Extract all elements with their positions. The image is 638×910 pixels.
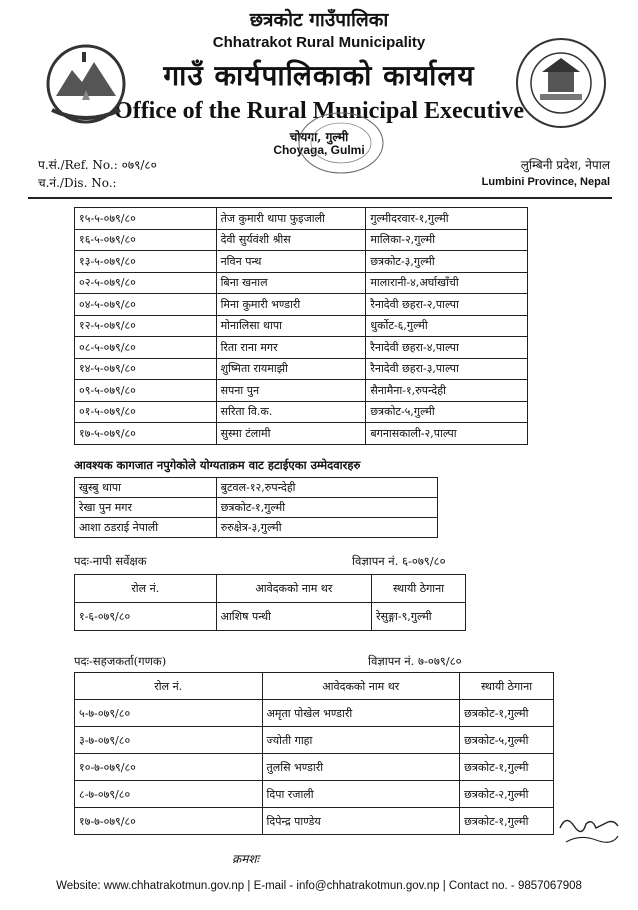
- table-row: [75, 727, 554, 754]
- table-cell: मालारानी-४,अर्घाखाँची: [366, 272, 528, 294]
- table-cell: १२-५-०७९/८०: [75, 315, 217, 337]
- office-title-en: Office of the Rural Municipal Executive: [114, 98, 524, 124]
- table-cell: बुटवल-१२,रुपन्देही: [216, 478, 437, 498]
- adv-surveyor: विज्ञापन नं. ६-०७९/८०: [352, 554, 446, 568]
- table-cell: ०२-५-०७९/८०: [75, 272, 217, 294]
- removed-table: [74, 477, 438, 538]
- table-cell: छत्रकोट-१,गुल्मी: [460, 700, 554, 727]
- table-row: [75, 337, 528, 359]
- table-cell: बगनासकाली-२,पाल्पा: [366, 423, 528, 445]
- handwritten-continued: क्रमशः: [232, 852, 259, 866]
- header-divider: [28, 197, 612, 199]
- col-roll: रोल नं.: [75, 575, 217, 603]
- table-cell: तेज कुमारी थापा फुइजाली: [216, 208, 366, 230]
- signature: [556, 808, 622, 852]
- table-cell: छत्रकोट-१,गुल्मी: [460, 808, 554, 835]
- province-np: लुम्बिनी प्रदेश, नेपाल: [520, 158, 610, 172]
- table-cell: मिना कुमारी भण्डारी: [216, 294, 366, 316]
- table-cell: दिपा रजाली: [262, 781, 460, 808]
- office-title-np: गाउँ कार्यपालिकाको कार्यालय: [163, 59, 475, 92]
- municipality-name-np: छत्रकोट गाउँपालिका: [249, 9, 389, 31]
- table-cell: गुल्मीदरवार-१,गुल्मी: [366, 208, 528, 230]
- table-cell: ८-७-०७९/८०: [75, 781, 263, 808]
- table-cell: ०८-५-०७९/८०: [75, 337, 217, 359]
- col-roll: रोल नं.: [75, 673, 263, 700]
- table-row: [75, 229, 528, 251]
- table-cell: ०१-५-०७९/८०: [75, 401, 217, 423]
- col-name: आवेदकको नाम थर: [262, 673, 460, 700]
- table-cell: नविन पन्थ: [216, 251, 366, 273]
- ref-value: ०७९/८०: [121, 158, 157, 172]
- table-row: [75, 518, 438, 538]
- ref-no: [38, 156, 157, 173]
- col-address: स्थायी ठेगाना: [460, 673, 554, 700]
- table-cell: १४-५-०७९/८०: [75, 358, 217, 380]
- table-cell: १७-५-०७९/८०: [75, 423, 217, 445]
- post-facilitator: पदः-सहजकर्ता(गणक): [74, 654, 167, 668]
- table-cell: तुलसि भण्डारी: [262, 754, 460, 781]
- table-row: [75, 208, 528, 230]
- table-row: [75, 315, 528, 337]
- table-row: [75, 781, 554, 808]
- table-row: [75, 272, 528, 294]
- table-cell: ०९-५-०७९/८०: [75, 380, 217, 402]
- table-cell: सपना पुन: [216, 380, 366, 402]
- table-row: [75, 423, 528, 445]
- table-cell: खुस्बु थापा: [75, 478, 217, 498]
- table-cell: आशा ठडराई नेपाली: [75, 518, 217, 538]
- table-cell: छत्रकोट-२,गुल्मी: [460, 781, 554, 808]
- table-row: [75, 700, 554, 727]
- province-en: Lumbini Province, Nepal: [481, 176, 610, 188]
- place-en: Choyaga, Gulmi: [273, 143, 365, 157]
- table-cell: ३-७-०७९/८०: [75, 727, 263, 754]
- table-cell: रिता राना मगर: [216, 337, 366, 359]
- table-row: [75, 358, 528, 380]
- table-cell: मालिका-२,गुल्मी: [366, 229, 528, 251]
- table-cell: ५-७-०७९/८०: [75, 700, 263, 727]
- ref-label: प.सं./Ref. No.:: [38, 158, 118, 172]
- table-cell: सुस्मा टंलामी: [216, 423, 366, 445]
- table-row: [75, 401, 528, 423]
- table-cell: १७-७-०७९/८०: [75, 808, 263, 835]
- office-stamp: [296, 110, 386, 176]
- facilitator-table: [74, 672, 554, 835]
- table-row: [75, 754, 554, 781]
- candidates-table: [74, 207, 528, 445]
- table-cell: शुष्मिता रायमाझी: [216, 358, 366, 380]
- table-cell: सैनामैना-१,रुपन्देही: [366, 380, 528, 402]
- table-row: [75, 380, 528, 402]
- place-np: चोयगा, गुल्मी: [289, 130, 349, 144]
- col-address: स्थायी ठेगाना: [372, 575, 466, 603]
- col-name: आवेदकको नाम थर: [216, 575, 372, 603]
- table-cell: धुर्कोट-६,गुल्मी: [366, 315, 528, 337]
- surveyor-table: [74, 574, 466, 631]
- table-row: [75, 808, 554, 835]
- table-cell: सरिता वि.क.: [216, 401, 366, 423]
- dis-no: च.नं./Dis. No.:: [38, 176, 117, 190]
- table-cell: १०-७-०७९/८०: [75, 754, 263, 781]
- table-cell: छत्रकोट-५,गुल्मी: [460, 727, 554, 754]
- nepal-emblem-logo: [42, 40, 130, 128]
- table-cell: रैनादेवी छहरा-३,पाल्पा: [366, 358, 528, 380]
- table-cell: छत्रकोट-३,गुल्मी: [366, 251, 528, 273]
- table-cell: छत्रकोट-१,गुल्मी: [460, 754, 554, 781]
- table-cell: रैनादेवी छहरा-४,पाल्पा: [366, 337, 528, 359]
- table-cell: आशिष पन्थी: [216, 603, 372, 631]
- table-cell: बिना खनाल: [216, 272, 366, 294]
- table-cell: मोनालिसा थापा: [216, 315, 366, 337]
- table-cell: छत्रकोट-५,गुल्मी: [366, 401, 528, 423]
- table-cell: १३-५-०७९/८०: [75, 251, 217, 273]
- table-cell: देवी सुर्यवंशी श्रीस: [216, 229, 366, 251]
- table-cell: १५-५-०७९/८०: [75, 208, 217, 230]
- table-cell: रैनादेवी छहरा-२,पाल्पा: [366, 294, 528, 316]
- table-cell: १६-५-०७९/८०: [75, 229, 217, 251]
- table-cell: रेसुङ्गा-९,गुल्मी: [372, 603, 466, 631]
- table-cell: ०४-५-०७९/८०: [75, 294, 217, 316]
- table-row: [75, 498, 438, 518]
- adv-facilitator: विज्ञापन नं. ७-०७९/८०: [368, 654, 462, 668]
- municipality-name-en: Chhatrakot Rural Municipality: [212, 34, 426, 51]
- table-cell: रुरुक्षेत्र-३,गुल्मी: [216, 518, 437, 538]
- table-cell: ज्योती गाहा: [262, 727, 460, 754]
- footer-contact: Website: www.chhatrakotmun.gov.np | E-mail - info@chhatrakotmun.gov.np | Contact no. - 9857067908: [56, 880, 582, 892]
- municipality-seal: [512, 34, 610, 132]
- table-row: [75, 251, 528, 273]
- table-row: [75, 603, 466, 631]
- post-surveyor: पदः-नापी सर्वेक्षक: [74, 554, 147, 568]
- table-cell: दिपेन्द्र पाण्डेय: [262, 808, 460, 835]
- table-cell: रेखा पुन मगर: [75, 498, 217, 518]
- removed-heading: आवश्यक कागजात नपुगेकोले योग्यताक्रम वाट हटाईएका उम्मेदवारहरु: [74, 458, 361, 472]
- table-cell: अमृता पोखेल भण्डारी: [262, 700, 460, 727]
- table-cell: १-६-०७९/८०: [75, 603, 217, 631]
- table-row: [75, 478, 438, 498]
- table-row: [75, 294, 528, 316]
- table-cell: छत्रकोट-१,गुल्मी: [216, 498, 437, 518]
